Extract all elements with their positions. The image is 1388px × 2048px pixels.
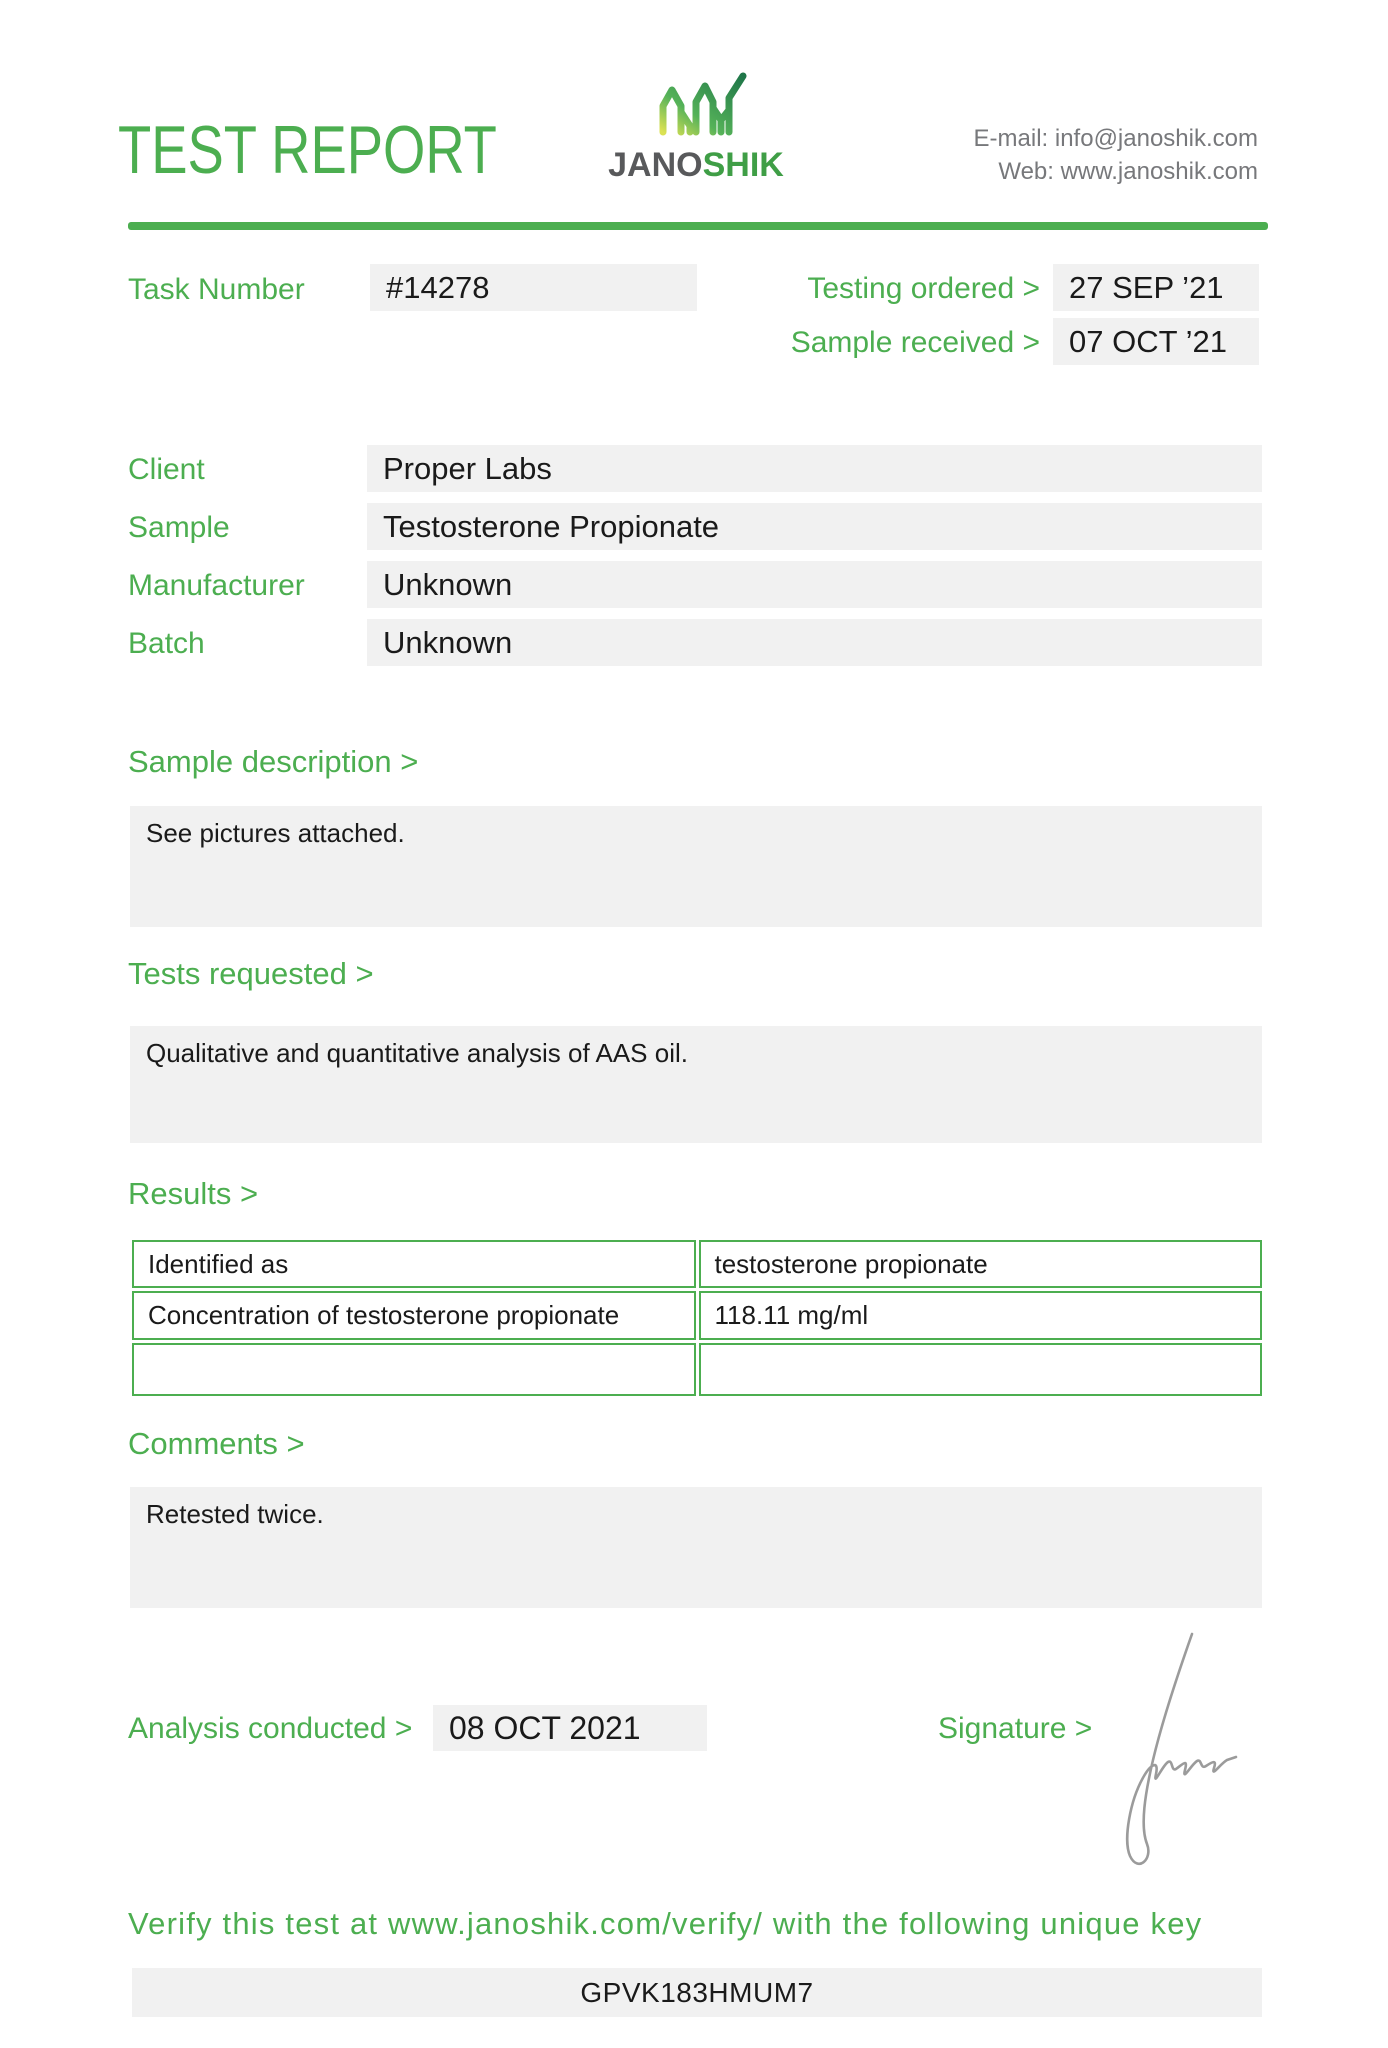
verify-key: GPVK183HMUM7 bbox=[132, 1968, 1262, 2017]
analysis-conducted-label: Analysis conducted > bbox=[128, 1712, 413, 1745]
janoshik-wordmark bbox=[598, 146, 794, 185]
result-name-cell: Identified as bbox=[132, 1240, 696, 1288]
table-row bbox=[132, 1240, 1262, 1288]
task-number-label: Task Number bbox=[128, 273, 305, 306]
client-label: Client bbox=[128, 453, 205, 486]
manufacturer-value: Unknown bbox=[367, 561, 1262, 608]
results-table bbox=[129, 1237, 1265, 1399]
tests-requested-heading: Tests requested > bbox=[128, 956, 374, 991]
result-name-cell: Concentration of testosterone propionate bbox=[132, 1291, 696, 1340]
comments-box: Retested twice. bbox=[130, 1487, 1262, 1608]
client-value: Proper Labs bbox=[367, 445, 1262, 492]
result-value-cell: 118.11 mg/ml bbox=[699, 1291, 1263, 1340]
comments-heading: Comments > bbox=[128, 1426, 305, 1461]
tests-requested-box: Qualitative and quantitative analysis of AAS oil. bbox=[130, 1026, 1262, 1143]
header-divider bbox=[128, 222, 1268, 230]
signature-image bbox=[1100, 1628, 1260, 1884]
contact-web: Web: www.janoshik.com bbox=[998, 158, 1258, 185]
page-title: TEST REPORT bbox=[118, 112, 497, 188]
contact-email: E-mail: info@janoshik.com bbox=[973, 125, 1258, 152]
sample-label: Sample bbox=[128, 511, 230, 544]
sample-value: Testosterone Propionate bbox=[367, 503, 1262, 550]
wordmark-shik: SHIK bbox=[702, 146, 784, 184]
janoshik-logo-icon bbox=[655, 68, 749, 138]
batch-value: Unknown bbox=[367, 619, 1262, 666]
testing-ordered-value: 27 SEP ’21 bbox=[1053, 264, 1259, 311]
sample-description-box: See pictures attached. bbox=[130, 806, 1262, 927]
contact-block bbox=[974, 122, 1258, 188]
table-row bbox=[132, 1343, 1262, 1396]
testing-ordered-label: Testing ordered > bbox=[807, 272, 1040, 305]
signature-label: Signature > bbox=[938, 1712, 1093, 1745]
results-heading: Results > bbox=[128, 1176, 259, 1211]
batch-label: Batch bbox=[128, 627, 205, 660]
table-row bbox=[132, 1291, 1262, 1340]
sample-received-label: Sample received > bbox=[790, 326, 1040, 359]
wordmark-jano: JANO bbox=[608, 146, 703, 184]
result-value-cell: testosterone propionate bbox=[699, 1240, 1263, 1288]
sample-received-value: 07 OCT ’21 bbox=[1053, 318, 1259, 365]
manufacturer-label: Manufacturer bbox=[128, 569, 305, 602]
result-value-cell bbox=[699, 1343, 1263, 1396]
task-number-value: #14278 bbox=[370, 264, 697, 311]
verify-instruction: Verify this test at www.janoshik.com/verify/ with the following unique key bbox=[128, 1906, 1203, 1941]
sample-description-heading: Sample description > bbox=[128, 744, 419, 779]
result-name-cell bbox=[132, 1343, 696, 1396]
analysis-conducted-value: 08 OCT 2021 bbox=[433, 1705, 707, 1751]
